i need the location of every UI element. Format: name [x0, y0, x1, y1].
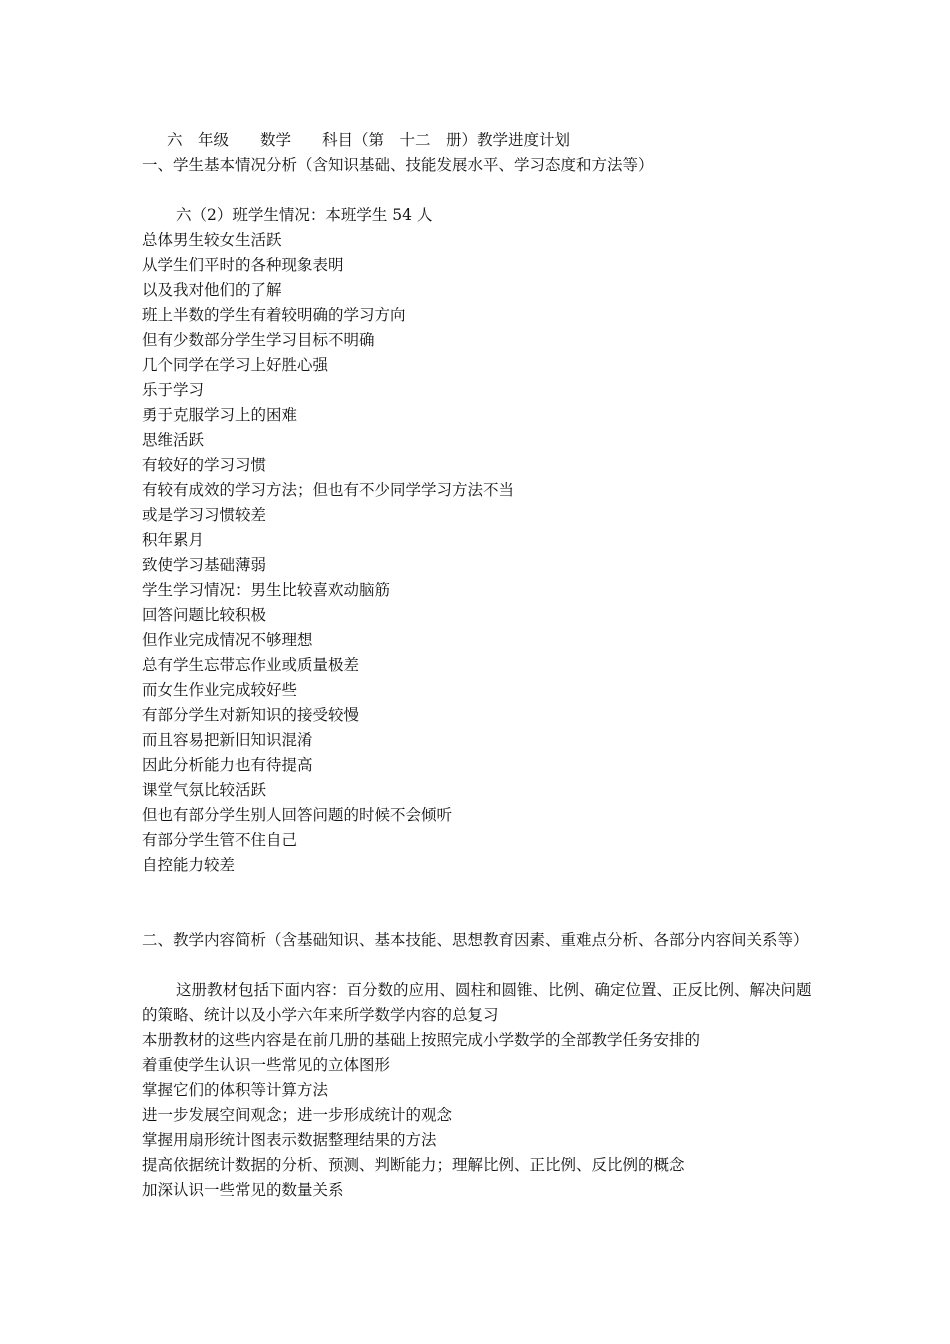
section1-line: 以及我对他们的了解 [142, 281, 282, 299]
section1-line: 但也有部分学生别人回答问题的时候不会倾听 [142, 806, 453, 824]
section1-line: 但有少数部分学生学习目标不明确 [142, 331, 375, 349]
section2-line: 着重使学生认识一些常见的立体图形 [142, 1056, 391, 1074]
section1-line: 课堂气氛比较活跃 [142, 781, 267, 799]
section1-line: 但作业完成情况不够理想 [142, 631, 313, 649]
section1-line: 或是学习习惯较差 [142, 506, 267, 524]
section1-line: 回答问题比较积极 [142, 606, 267, 624]
section2-intro: 这册教材包括下面内容：百分数的应用、圆柱和圆锥、比例、确定位置、正反比例、解决问题的策略、统计以及小学六年来所学数学内容的总复习 [142, 981, 812, 1024]
section1-line: 总有学生忘带忘作业或质量极差 [142, 656, 360, 674]
section1-line: 乐于学习 [142, 381, 205, 399]
section2-heading: 二、教学内容简析（含基础知识、基本技能、思想教育因素、重难点分析、各部分内容间关系等） [142, 931, 809, 949]
section1-line: 从学生们平时的各种现象表明 [142, 256, 344, 274]
spacer [142, 953, 822, 978]
section1-line: 班上半数的学生有着较明确的学习方向 [142, 306, 406, 324]
document-title: 六 年级 数学 科目（第 十二 册）教学进度计划 [167, 131, 571, 149]
section2-lines [142, 1028, 822, 1203]
section1-line: 有部分学生管不住自己 [142, 831, 298, 849]
section2-line: 掌握它们的体积等计算方法 [142, 1081, 329, 1099]
spacer [142, 878, 822, 928]
section1-heading: 一、学生基本情况分析（含知识基础、技能发展水平、学习态度和方法等） [142, 156, 654, 174]
section1-line: 积年累月 [142, 531, 205, 549]
section2-line: 进一步发展空间观念；进一步形成统计的观念 [142, 1106, 453, 1124]
section1-line: 致使学习基础薄弱 [142, 556, 267, 574]
section1-line: 总体男生较女生活跃 [142, 231, 282, 249]
section1-lines [142, 228, 822, 878]
section1-line: 有较好的学习习惯 [142, 456, 267, 474]
section2-line: 本册教材的这些内容是在前几册的基础上按照完成小学数学的全部教学任务安排的 [142, 1031, 701, 1049]
spacer [142, 178, 822, 203]
section1-line: 自控能力较差 [142, 856, 236, 874]
section2-line: 掌握用扇形统计图表示数据整理结果的方法 [142, 1131, 437, 1149]
section1-line: 有较有成效的学习方法；但也有不少同学学习方法不当 [142, 481, 515, 499]
section1-line: 勇于克服学习上的困难 [142, 406, 298, 424]
section1-intro: 六（2）班学生情况：本班学生 54 人 [176, 206, 433, 224]
section1-line: 而女生作业完成较好些 [142, 681, 298, 699]
section1-line: 思维活跃 [142, 431, 205, 449]
section1-line: 几个同学在学习上好胜心强 [142, 356, 329, 374]
document-page [142, 128, 822, 1203]
section1-line: 而且容易把新旧知识混淆 [142, 731, 313, 749]
section1-line: 学生学习情况：男生比较喜欢动脑筋 [142, 581, 391, 599]
section1-line: 有部分学生对新知识的接受较慢 [142, 706, 360, 724]
section2-line: 提高依据统计数据的分析、预测、判断能力；理解比例、正比例、反比例的概念 [142, 1156, 685, 1174]
section2-line: 加深认识一些常见的数量关系 [142, 1181, 344, 1199]
section1-line: 因此分析能力也有待提高 [142, 756, 313, 774]
